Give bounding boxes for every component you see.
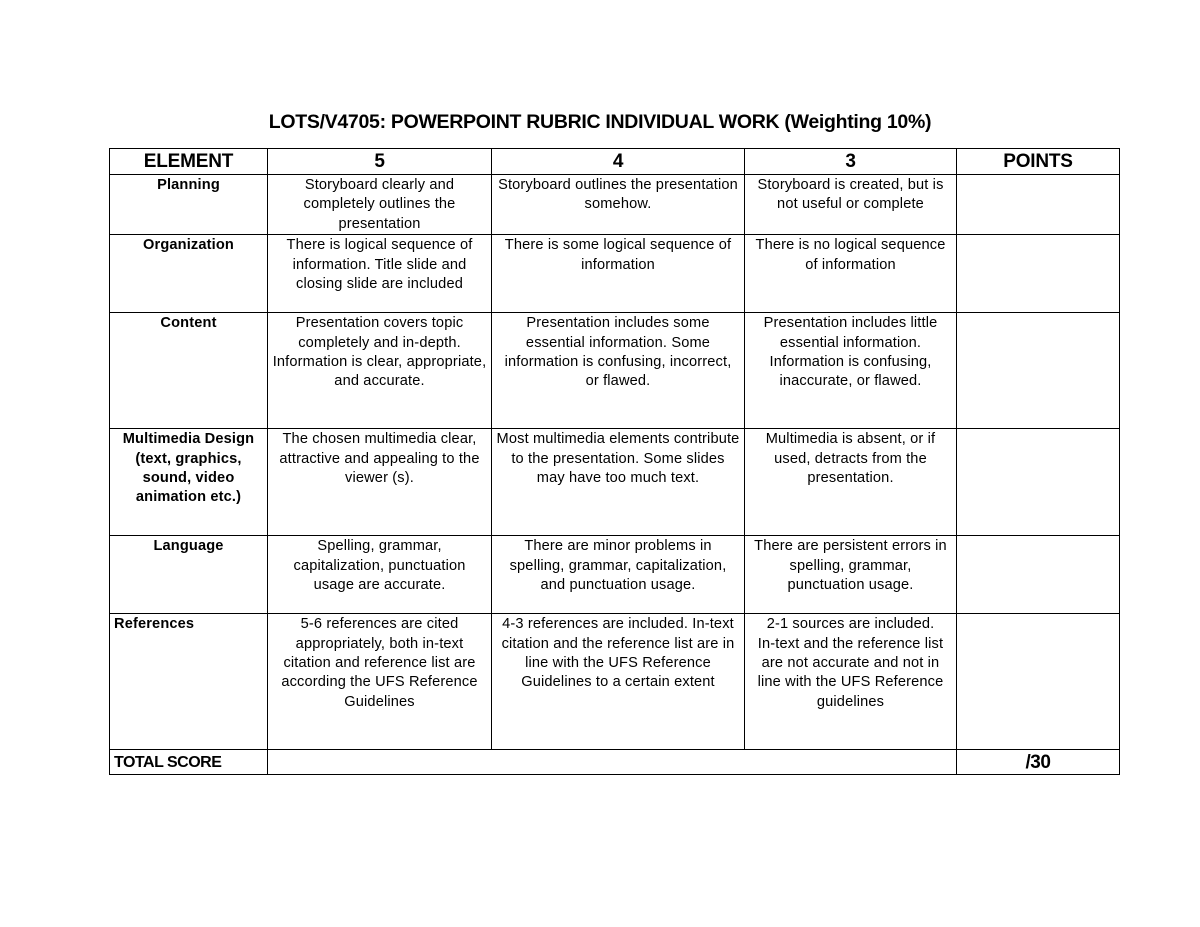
- total-points: /30: [957, 750, 1120, 775]
- score-5-cell: Storyboard clearly and completely outlines the presentation: [268, 175, 492, 235]
- score-3-cell: There are persistent errors in spelling, grammar, punctuation usage.: [745, 536, 957, 614]
- rubric-row-references: [110, 614, 1120, 750]
- points-cell: [957, 429, 1120, 536]
- rubric-row-content: [110, 313, 1120, 429]
- header-element: ELEMENT: [110, 149, 268, 175]
- score-4-cell: Most multimedia elements contribute to the presentation. Some slides may have too much text.: [492, 429, 745, 536]
- score-5-cell: The chosen multimedia clear, attractive and appealing to the viewer (s).: [268, 429, 492, 536]
- score-4-cell: Storyboard outlines the presentation somehow.: [492, 175, 745, 235]
- score-4-cell: There is some logical sequence of information: [492, 235, 745, 313]
- header-points: POINTS: [957, 149, 1120, 175]
- rubric-row-organization: [110, 235, 1120, 313]
- element-cell: Language: [110, 536, 268, 614]
- rubric-table: [109, 148, 1120, 775]
- total-row: [110, 750, 1120, 775]
- score-3-cell: There is no logical sequence of information: [745, 235, 957, 313]
- element-cell: References: [110, 614, 268, 750]
- score-5-cell: Presentation covers topic completely and in-depth. Information is clear, appropriate, and accurate.: [268, 313, 492, 429]
- score-5-cell: 5-6 references are cited appropriately, both in-text citation and reference list are according the UFS Reference Guidelines: [268, 614, 492, 750]
- score-4-cell: 4-3 references are included. In-text citation and the reference list are in line with the UFS Reference Guidelines to a certain extent: [492, 614, 745, 750]
- score-3-line: In-text and the reference list are not accurate and not in line with the UFS Reference guidelines: [757, 635, 944, 710]
- points-cell: [957, 536, 1120, 614]
- header-score-3: 3: [745, 149, 957, 175]
- rubric-row-planning: [110, 175, 1120, 235]
- header-score-4: 4: [492, 149, 745, 175]
- document-title: LOTS/V4705: POWERPOINT RUBRIC INDIVIDUAL WORK (Weighting 10%): [268, 111, 932, 133]
- score-3-cell: Presentation includes little essential information. Information is confusing, inaccurate, or flawed.: [745, 313, 957, 429]
- element-cell: Multimedia Design (text, graphics, sound, video animation etc.): [110, 429, 268, 536]
- score-3-cell: Multimedia is absent, or if used, detracts from the presentation.: [745, 429, 957, 536]
- points-cell: [957, 235, 1120, 313]
- score-5-cell: Spelling, grammar, capitalization, punctuation usage are accurate.: [268, 536, 492, 614]
- score-3-cell: Storyboard is created, but is not useful or complete: [745, 175, 957, 235]
- element-cell: Organization: [110, 235, 268, 313]
- total-empty-cell: [268, 750, 957, 775]
- total-label: TOTAL SCORE: [110, 750, 268, 775]
- points-cell: [957, 313, 1120, 429]
- score-4-cell: Presentation includes some essential information. Some information is confusing, incorrect, or flawed.: [492, 313, 745, 429]
- header-row: [110, 149, 1120, 175]
- score-5-cell: There is logical sequence of information. Title slide and closing slide are included: [268, 235, 492, 313]
- header-score-5: 5: [268, 149, 492, 175]
- score-3-line: 2-1 sources are included.: [766, 616, 935, 633]
- element-cell: Content: [110, 313, 268, 429]
- score-4-cell: There are minor problems in spelling, grammar, capitalization, and punctuation usage.: [492, 536, 745, 614]
- rubric-row-language: [110, 536, 1120, 614]
- points-cell: [957, 175, 1120, 235]
- points-cell: [957, 614, 1120, 750]
- element-cell: Planning: [110, 175, 268, 235]
- rubric-row-multimedia: [110, 429, 1120, 536]
- score-3-cell: [745, 614, 957, 750]
